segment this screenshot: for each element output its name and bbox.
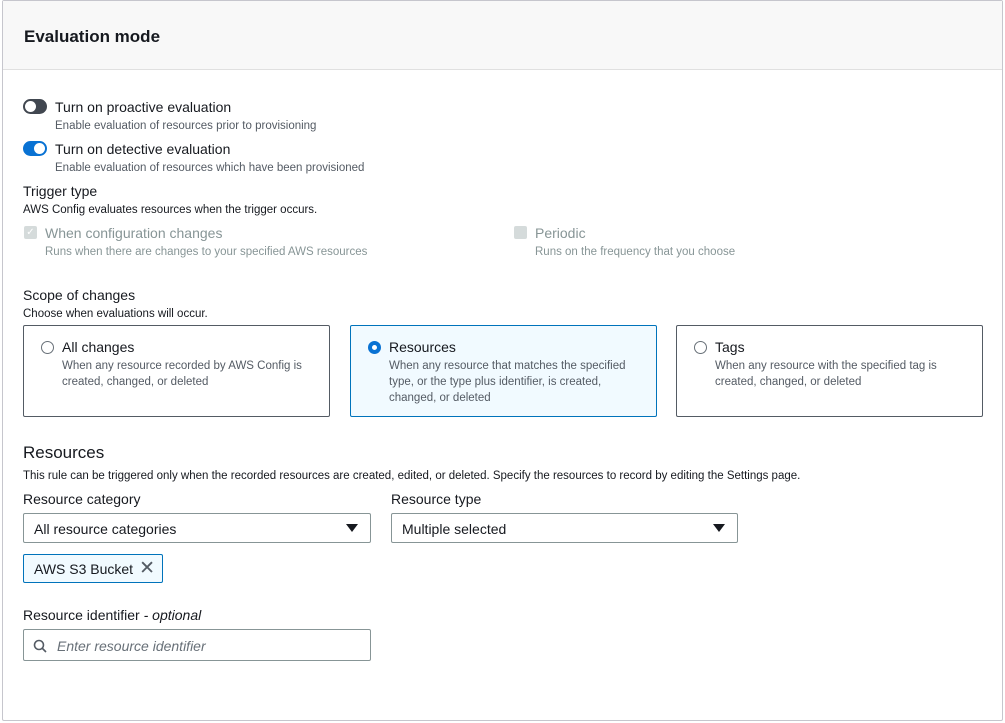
- resource-category-label: Resource category: [23, 491, 141, 507]
- resource-token: [23, 554, 163, 583]
- config-changes-checkbox[interactable]: ✓: [24, 226, 37, 239]
- radio-tags[interactable]: [694, 341, 707, 354]
- config-changes-label: When configuration changes: [45, 225, 223, 241]
- search-icon: [33, 639, 47, 653]
- resource-type-label: Resource type: [391, 491, 482, 507]
- optional-text: - optional: [143, 607, 202, 623]
- scope-option-tags[interactable]: [676, 325, 983, 417]
- option-desc: When any resource that matches the specified type, or the type plus identifier, is created, changed, or deleted: [389, 360, 626, 404]
- token-label: AWS S3 Bucket: [34, 561, 134, 577]
- caret-down-icon: [346, 524, 358, 532]
- close-icon[interactable]: ✕: [139, 558, 155, 579]
- select-value: All resource categories: [34, 521, 177, 537]
- resources-title: Resources: [23, 443, 105, 462]
- caret-down-icon: [713, 524, 725, 532]
- periodic-label: Periodic: [535, 225, 586, 241]
- periodic-checkbox[interactable]: [514, 226, 527, 239]
- scope-option-all-changes[interactable]: [23, 325, 330, 417]
- option-desc: When any resource with the specified tag is created, changed, or deleted: [715, 360, 937, 388]
- radio-all-changes[interactable]: [41, 341, 54, 354]
- select-value: Multiple selected: [402, 521, 507, 537]
- trigger-type-desc: AWS Config evaluates resources when the trigger occurs.: [23, 204, 318, 216]
- option-desc: When any resource recorded by AWS Config is created, changed, or deleted: [62, 360, 302, 388]
- resource-type-select[interactable]: [391, 513, 738, 543]
- radio-resources[interactable]: [368, 341, 381, 354]
- config-changes-desc: Runs when there are changes to your specified AWS resources: [45, 246, 368, 258]
- resources-desc: This rule can be triggered only when the recorded resources are created, edited, or deleted. Specify the resources to record by editing the Settings page.: [23, 470, 801, 482]
- proactive-label: Turn on proactive evaluation: [55, 99, 232, 115]
- periodic-desc: Runs on the frequency that you choose: [535, 246, 736, 258]
- proactive-toggle[interactable]: [23, 99, 47, 114]
- option-label: All changes: [62, 339, 135, 355]
- option-label: Resources: [389, 339, 456, 355]
- scope-desc: Choose when evaluations will occur.: [23, 308, 208, 320]
- label-text: Resource identifier: [23, 607, 140, 623]
- placeholder: Enter resource identifier: [57, 638, 206, 654]
- option-label: Tags: [715, 339, 745, 355]
- resource-category-select[interactable]: [23, 513, 371, 543]
- detective-toggle[interactable]: [23, 141, 47, 156]
- trigger-type-title: Trigger type: [23, 183, 98, 199]
- detective-desc: Enable evaluation of resources which have been provisioned: [55, 162, 365, 174]
- resource-identifier-input[interactable]: [23, 629, 371, 661]
- scope-title: Scope of changes: [23, 287, 136, 303]
- panel-title: Evaluation mode: [24, 27, 161, 46]
- proactive-desc: Enable evaluation of resources prior to provisioning: [55, 120, 317, 132]
- scope-option-resources[interactable]: [350, 325, 657, 417]
- detective-label: Turn on detective evaluation: [55, 141, 231, 157]
- panel-header: [3, 1, 1002, 70]
- resource-identifier-label: [23, 607, 201, 623]
